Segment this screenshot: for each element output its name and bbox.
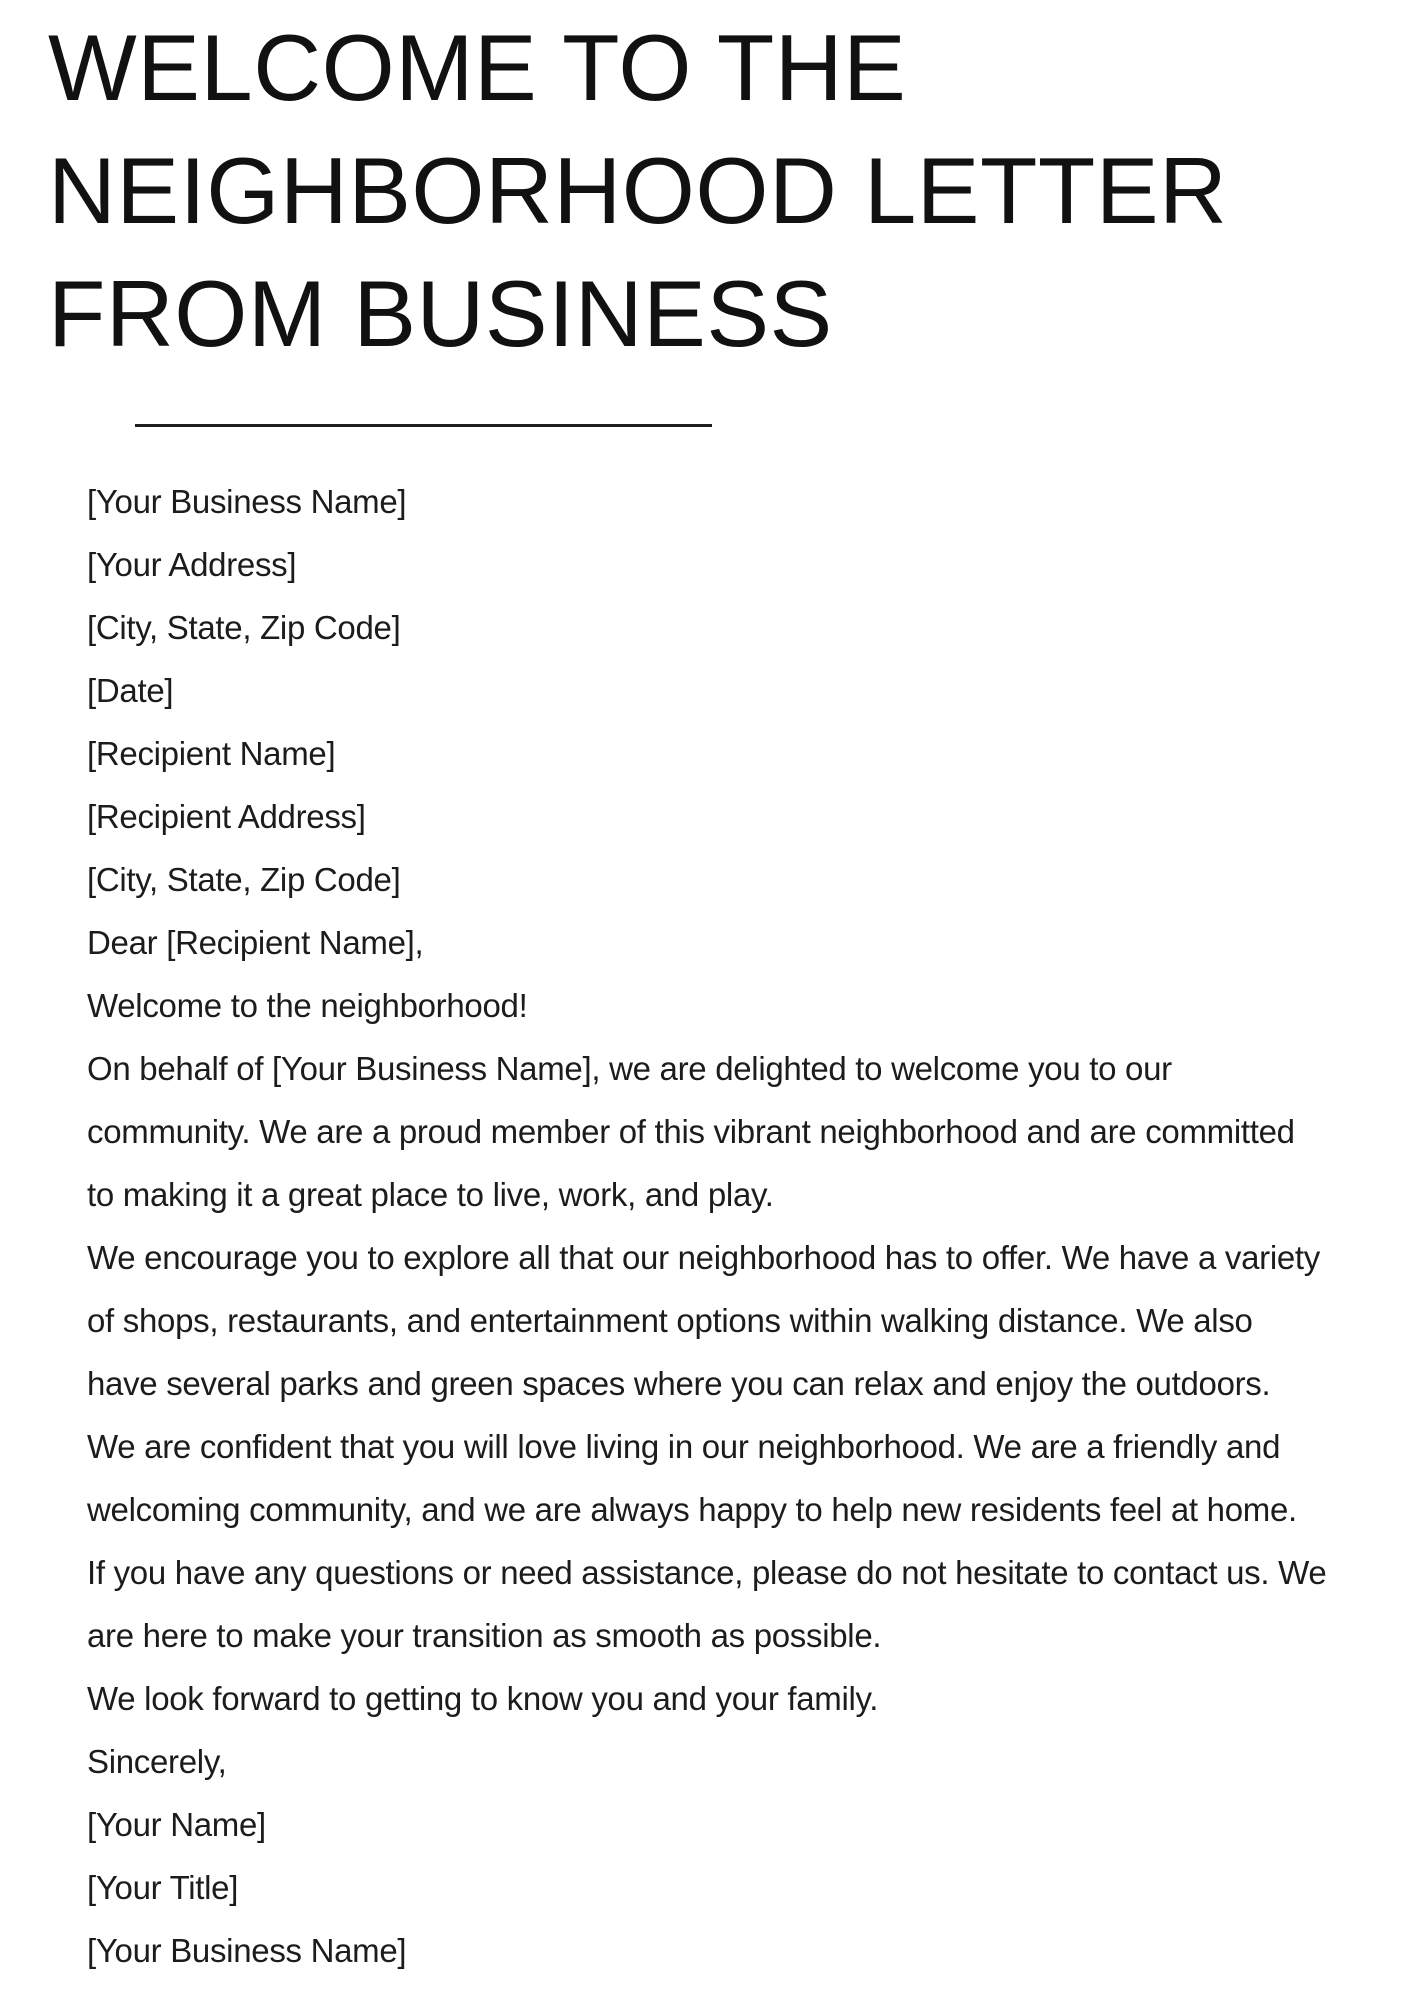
title-divider-rule (135, 424, 712, 427)
letter-line: to making it a great place to live, work, and play. (87, 1176, 774, 1213)
letter-body (87, 470, 1326, 1982)
letter-line-sender-business-name: [Your Business Name] (87, 483, 407, 520)
letter-line: If you have any questions or need assistance, please do not hesitate to contact us. We (87, 1554, 1327, 1591)
letter-line-sender-city-state-zip: [City, State, Zip Code] (87, 609, 401, 646)
letter-line: community. We are a proud member of this vibrant neighborhood and are committed (87, 1113, 1295, 1150)
page-title-line: WELCOME TO THE (48, 15, 907, 120)
letter-line-signature-business: [Your Business Name] (87, 1932, 407, 1969)
letter-line: are here to make your transition as smooth as possible. (87, 1617, 882, 1654)
page-title (48, 6, 1227, 375)
letter-line-signature-title: [Your Title] (87, 1869, 239, 1906)
letter-line-sender-address: [Your Address] (87, 546, 297, 583)
letter-line-recipient-name: [Recipient Name] (87, 735, 336, 772)
letter-line-date: [Date] (87, 672, 174, 709)
letter-line: We encourage you to explore all that our neighborhood has to offer. We have a variety (87, 1239, 1320, 1276)
letter-line: have several parks and green spaces where you can relax and enjoy the outdoors. (87, 1365, 1271, 1402)
letter-line-salutation: Dear [Recipient Name], (87, 924, 424, 961)
letter-line-closing: Sincerely, (87, 1743, 227, 1780)
letter-line: On behalf of [Your Business Name], we are delighted to welcome you to our (87, 1050, 1172, 1087)
letter-line-recipient-address: [Recipient Address] (87, 798, 366, 835)
page-title-line: NEIGHBORHOOD LETTER (48, 138, 1228, 243)
letter-line: Welcome to the neighborhood! (87, 987, 528, 1024)
letter-line: We look forward to getting to know you and your family. (87, 1680, 879, 1717)
letter-line-signature-name: [Your Name] (87, 1806, 266, 1843)
page-title-line: FROM BUSINESS (48, 261, 833, 366)
letter-line: of shops, restaurants, and entertainment options within walking distance. We also (87, 1302, 1253, 1339)
letter-line: welcoming community, and we are always happy to help new residents feel at home. (87, 1491, 1297, 1528)
letter-line: We are confident that you will love living in our neighborhood. We are a friendly and (87, 1428, 1281, 1465)
letter-line-recipient-city-state-zip: [City, State, Zip Code] (87, 861, 401, 898)
